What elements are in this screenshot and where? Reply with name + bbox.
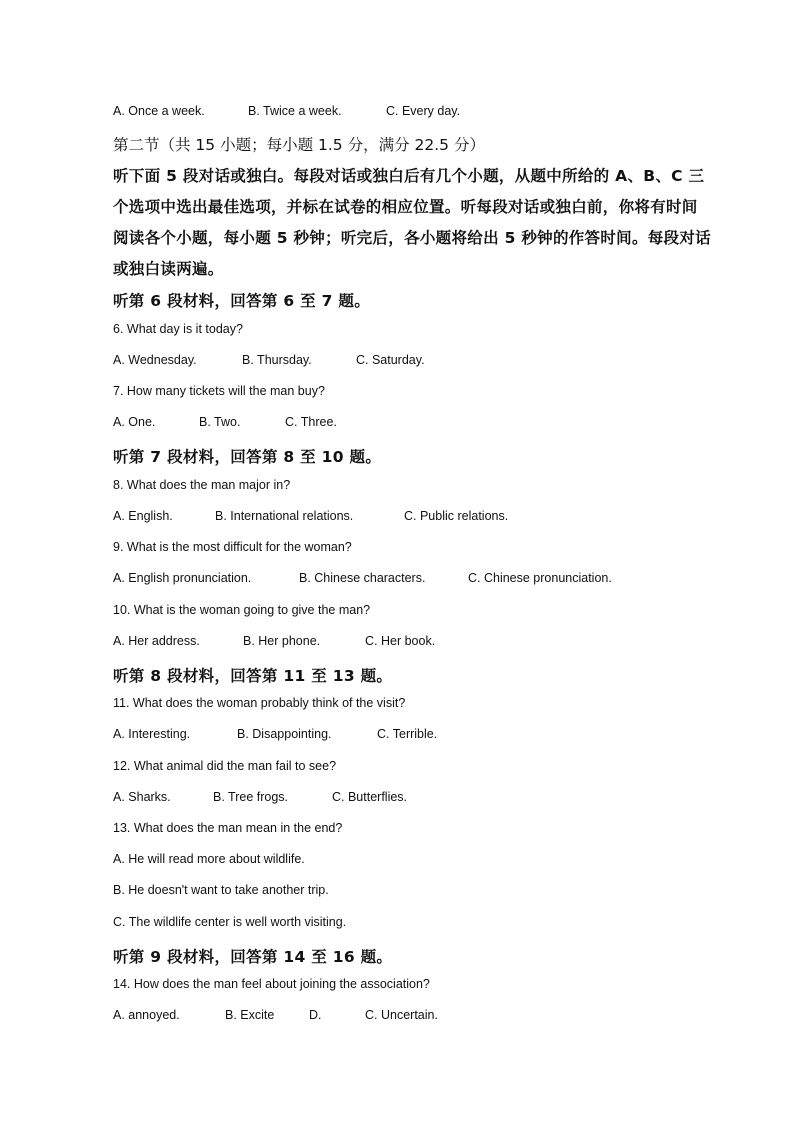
q14-option-b: B. Excite xyxy=(225,1008,275,1022)
q13-option-b: B. He doesn't want to take another trip. xyxy=(113,883,329,897)
q12-option-a: A. Sharks. xyxy=(113,790,171,804)
q6-option-a: A. Wednesday. xyxy=(113,353,197,367)
group-9-heading: 听第 9 段材料，回答第 14 至 16 题。 xyxy=(113,948,393,966)
q6-option-c: C. Saturday. xyxy=(356,353,425,367)
q11-option-a: A. Interesting. xyxy=(113,727,191,741)
q7-option-a: A. One. xyxy=(113,415,156,429)
q5-option-b: B. Twice a week. xyxy=(248,104,342,118)
instructions-line-1: 听下面 5 段对话或独白。每段对话或独白后有几个小题，从题中所给的 A、B、C 三 xyxy=(113,167,705,185)
q12-option-c: C. Butterflies. xyxy=(332,790,408,804)
q8-option-c: C. Public relations. xyxy=(404,509,509,523)
q14-option-d: D. xyxy=(309,1008,322,1022)
q7-option-b: B. Two. xyxy=(199,415,241,429)
question-12: 12. What animal did the man fail to see? xyxy=(113,759,337,773)
q11-option-c: C. Terrible. xyxy=(377,727,438,741)
q7-option-c: C. Three. xyxy=(285,415,337,429)
q9-option-b: B. Chinese characters. xyxy=(299,571,426,585)
question-10: 10. What is the woman going to give the man? xyxy=(113,603,371,617)
q9-option-c: C. Chinese pronunciation. xyxy=(468,571,612,585)
question-14: 14. How does the man feel about joining the association? xyxy=(113,977,430,991)
instructions-line-4: 或独白读两遍。 xyxy=(113,260,224,278)
group-6-heading: 听第 6 段材料，回答第 6 至 7 题。 xyxy=(113,292,371,310)
question-7: 7. How many tickets will the man buy? xyxy=(113,384,325,398)
q12-option-b: B. Tree frogs. xyxy=(213,790,289,804)
q13-option-a: A. He will read more about wildlife. xyxy=(113,852,305,866)
q9-option-a: A. English pronunciation. xyxy=(113,571,252,585)
question-9: 9. What is the most difficult for the woman? xyxy=(113,540,352,554)
q8-option-a: A. English. xyxy=(113,509,173,523)
q11-option-b: B. Disappointing. xyxy=(237,727,332,741)
q13-option-c: C. The wildlife center is well worth visiting. xyxy=(113,915,347,929)
q14-option-c: C. Uncertain. xyxy=(365,1008,438,1022)
question-13: 13. What does the man mean in the end? xyxy=(113,821,343,835)
question-11: 11. What does the woman probably think of the visit? xyxy=(113,696,406,710)
q10-option-b: B. Her phone. xyxy=(243,634,321,648)
q8-option-b: B. International relations. xyxy=(215,509,354,523)
instructions-line-3: 阅读各个小题，每小题 5 秒钟；听完后，各小题将给出 5 秒钟的作答时间。每段对话 xyxy=(113,229,711,247)
instructions-line-2: 个选项中选出最佳选项，并标在试卷的相应位置。听每段对话或独白前，你将有时间 xyxy=(113,198,698,216)
group-8-heading: 听第 8 段材料，回答第 11 至 13 题。 xyxy=(113,667,393,685)
q14-option-a: A. annoyed. xyxy=(113,1008,180,1022)
question-8: 8. What does the man major in? xyxy=(113,478,291,492)
q10-option-a: A. Her address. xyxy=(113,634,200,648)
section-title: 第二节（共 15 小题；每小题 1.5 分，满分 22.5 分） xyxy=(113,136,485,154)
question-6: 6. What day is it today? xyxy=(113,322,243,336)
q5-option-c: C. Every day. xyxy=(386,104,461,118)
group-7-heading: 听第 7 段材料，回答第 8 至 10 题。 xyxy=(113,448,382,466)
q5-option-a: A. Once a week. xyxy=(113,104,205,118)
q6-option-b: B. Thursday. xyxy=(242,353,312,367)
q10-option-c: C. Her book. xyxy=(365,634,436,648)
